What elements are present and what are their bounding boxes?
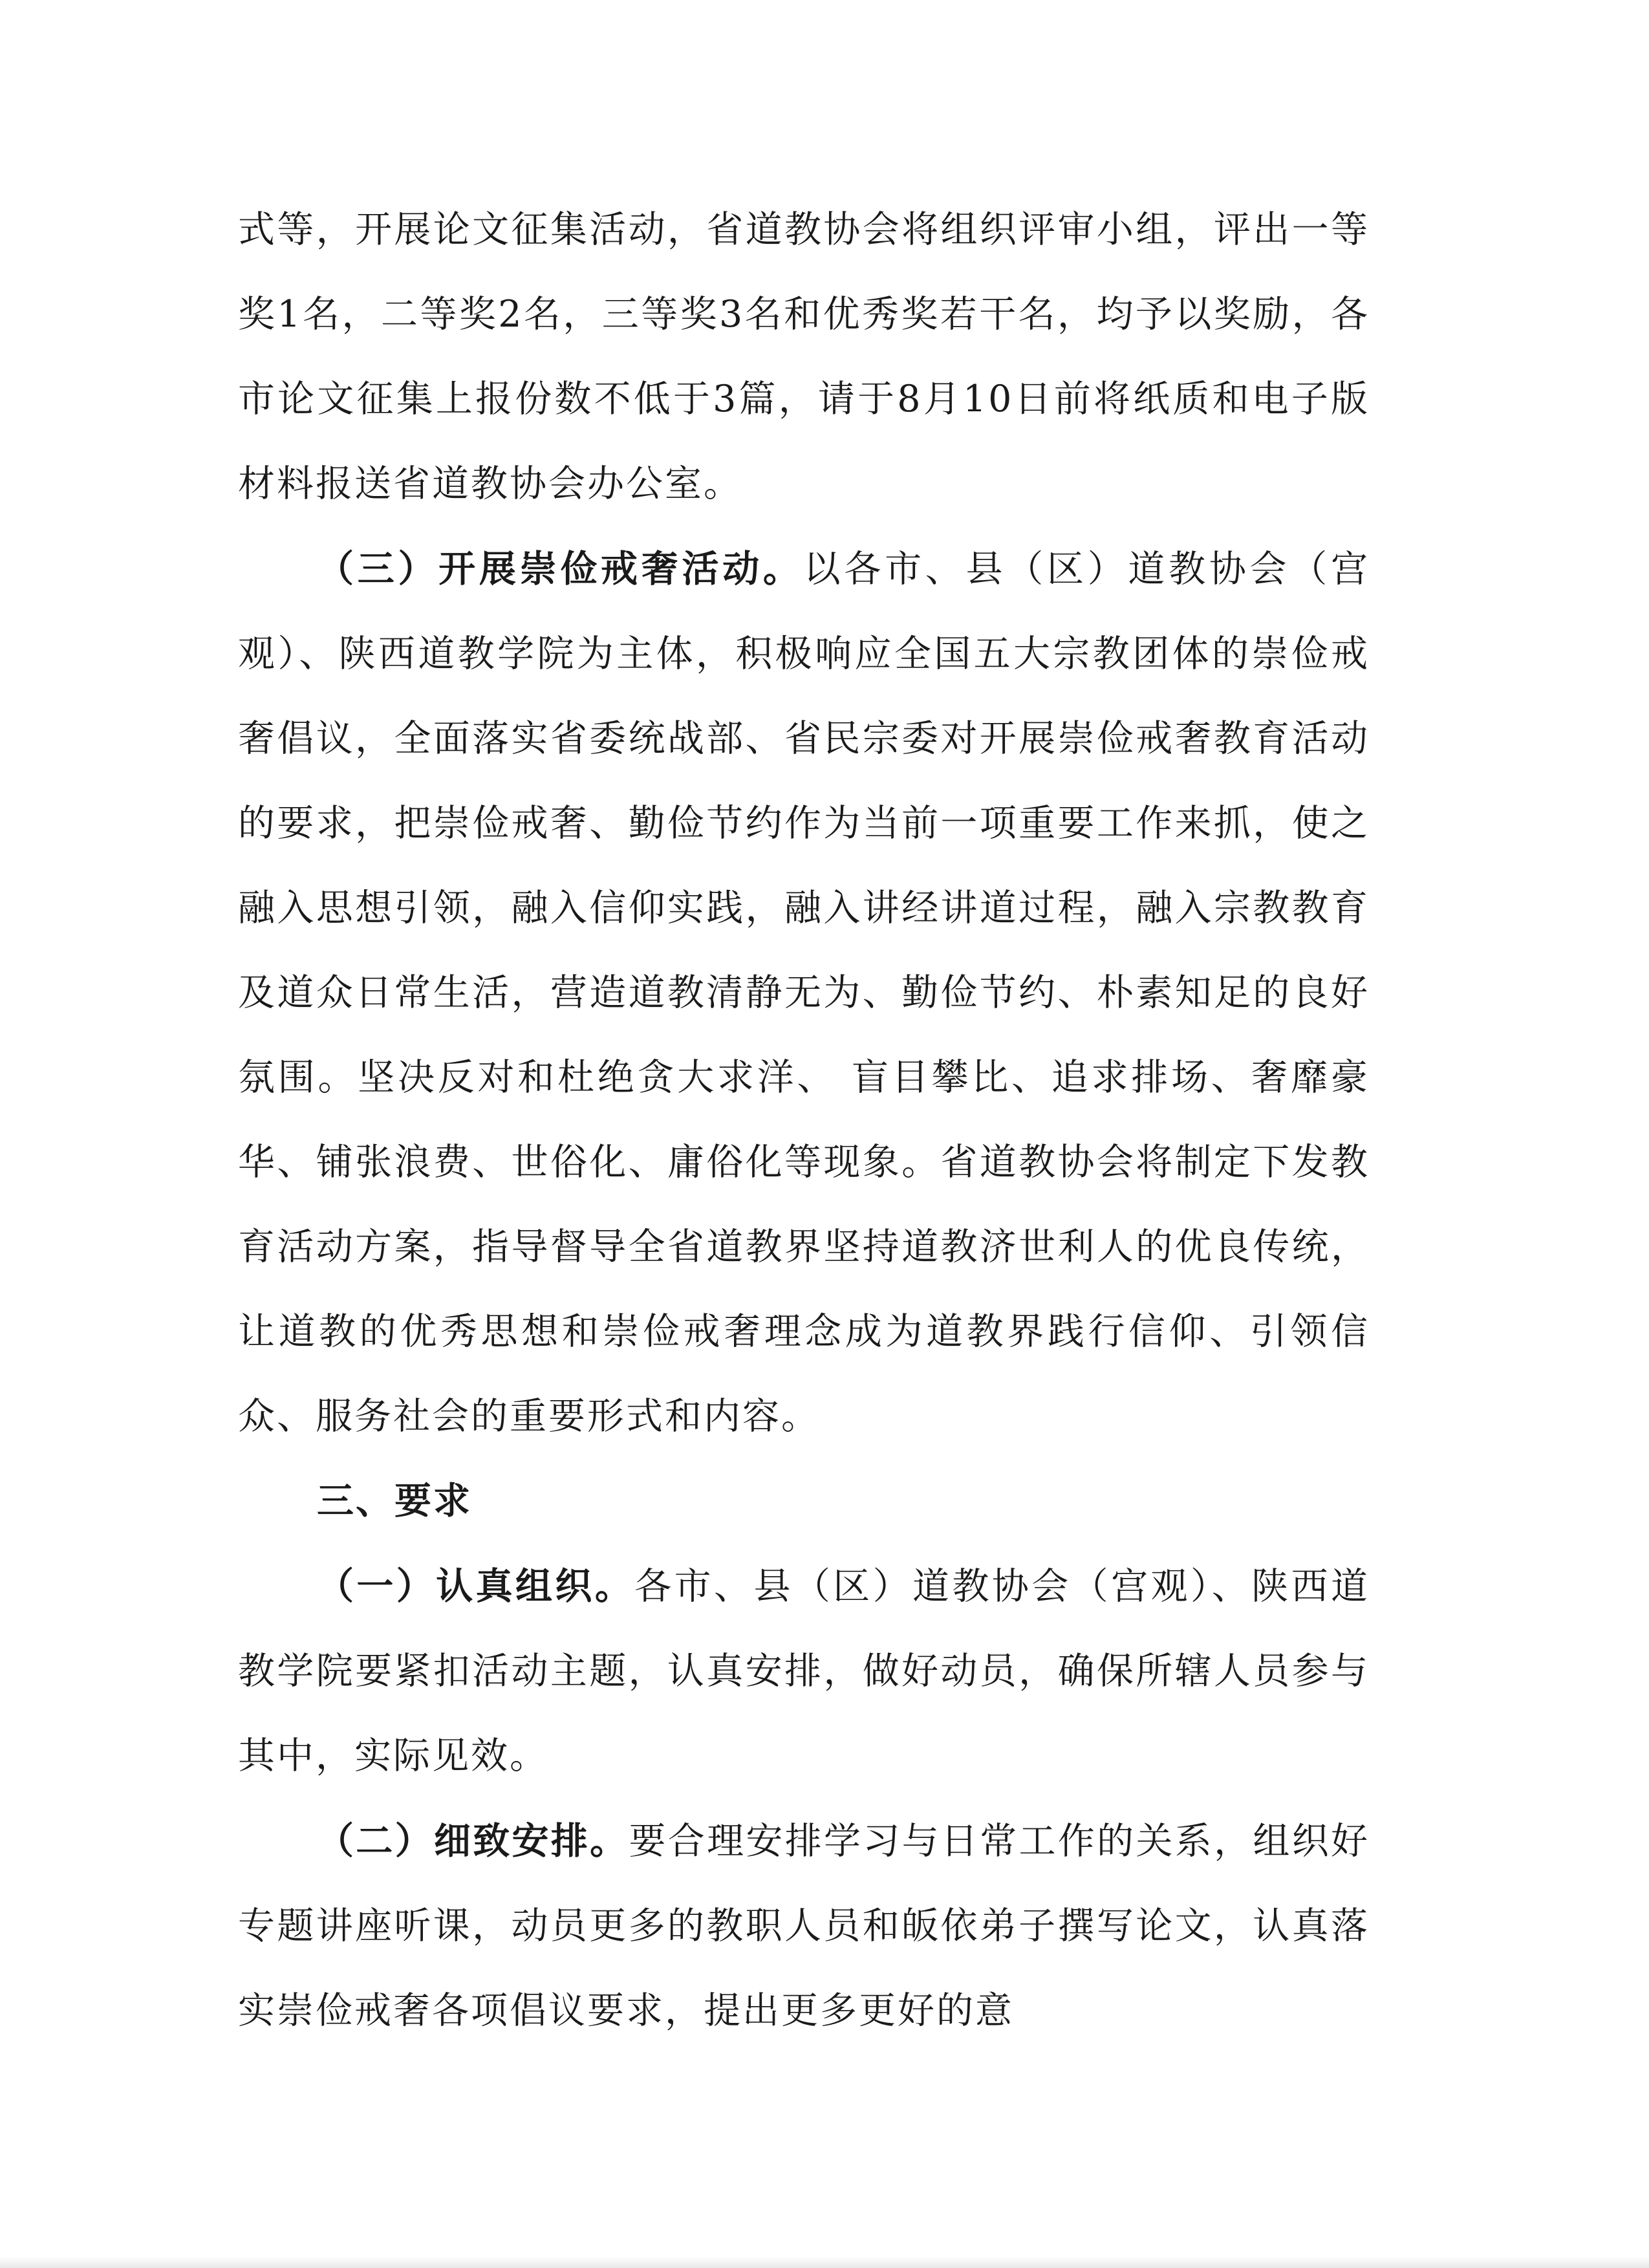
paragraph-arrange-title: （二）细致安排。: [317, 1819, 629, 1863]
paragraph-arrange: [238, 1798, 1370, 2053]
paragraph-frugality-title: （三）开展崇俭戒奢活动。: [317, 547, 804, 590]
paragraph-organize-title: （一）认真组织。: [317, 1564, 635, 1608]
paragraph-frugality-body: 以各市、县（区）道教协会（宫观）、陕西道教学院为主体，积极响应全国五大宗教团体的崇俭戒奢倡议，全面落实省委统战部、省民宗委对开展崇俭戒奢教育活动的要求，把崇俭戒奢、勤俭节约作为当前一项重要工作来抓，使之融入思想引领，融入信仰实践，融入讲经讲道过程，融入宗教教育及道众日常生活，营造道教清静无为、勤俭节约、朴素知足的良好氛围。坚决反对和杜绝贪大求洋、 盲目攀比、追求排场、奢靡豪华、铺张浪费、世俗化、庸俗化等现象。省道教协会将制定下发教育活动方案，指导督导全省道教界坚持道教济世利人的优良传统，让道教的优秀思想和崇俭戒奢理念成为道教界践行信仰、引领信众、服务社会的重要形式和内容。: [238, 548, 1370, 1438]
paragraph-frugality-activity: [238, 526, 1370, 1459]
paragraph-organize-body: 各市、县（区）道教协会（宫观）、陕西道教学院要紧扣活动主题，认真安排，做好动员，确保所辖人员参与其中，实际见效。: [238, 1565, 1370, 1777]
section-heading-requirements: 三、要求: [317, 1480, 472, 1522]
scan-bottom-edge: [0, 2256, 1649, 2268]
paragraph-arrange-body: 要合理安排学习与日常工作的关系，组织好专题讲座听课，动员更多的教职人员和皈依弟子撰写论文，认真落实崇俭戒奢各项倡议要求，提出更多更好的意: [238, 1820, 1370, 2032]
document-body: [238, 188, 1370, 2053]
paragraph-essay-collection: 式等，开展论文征集活动，省道教协会将组织评审小组，评出一等奖1名，二等奖2名，三等奖3名和优秀奖若干名，均予以奖励，各市论文征集上报份数不低于3篇，请于8月10日前将纸质和电子版材料报送省道教协会办公室。: [238, 208, 1370, 505]
paragraph-organize: [238, 1544, 1370, 1798]
